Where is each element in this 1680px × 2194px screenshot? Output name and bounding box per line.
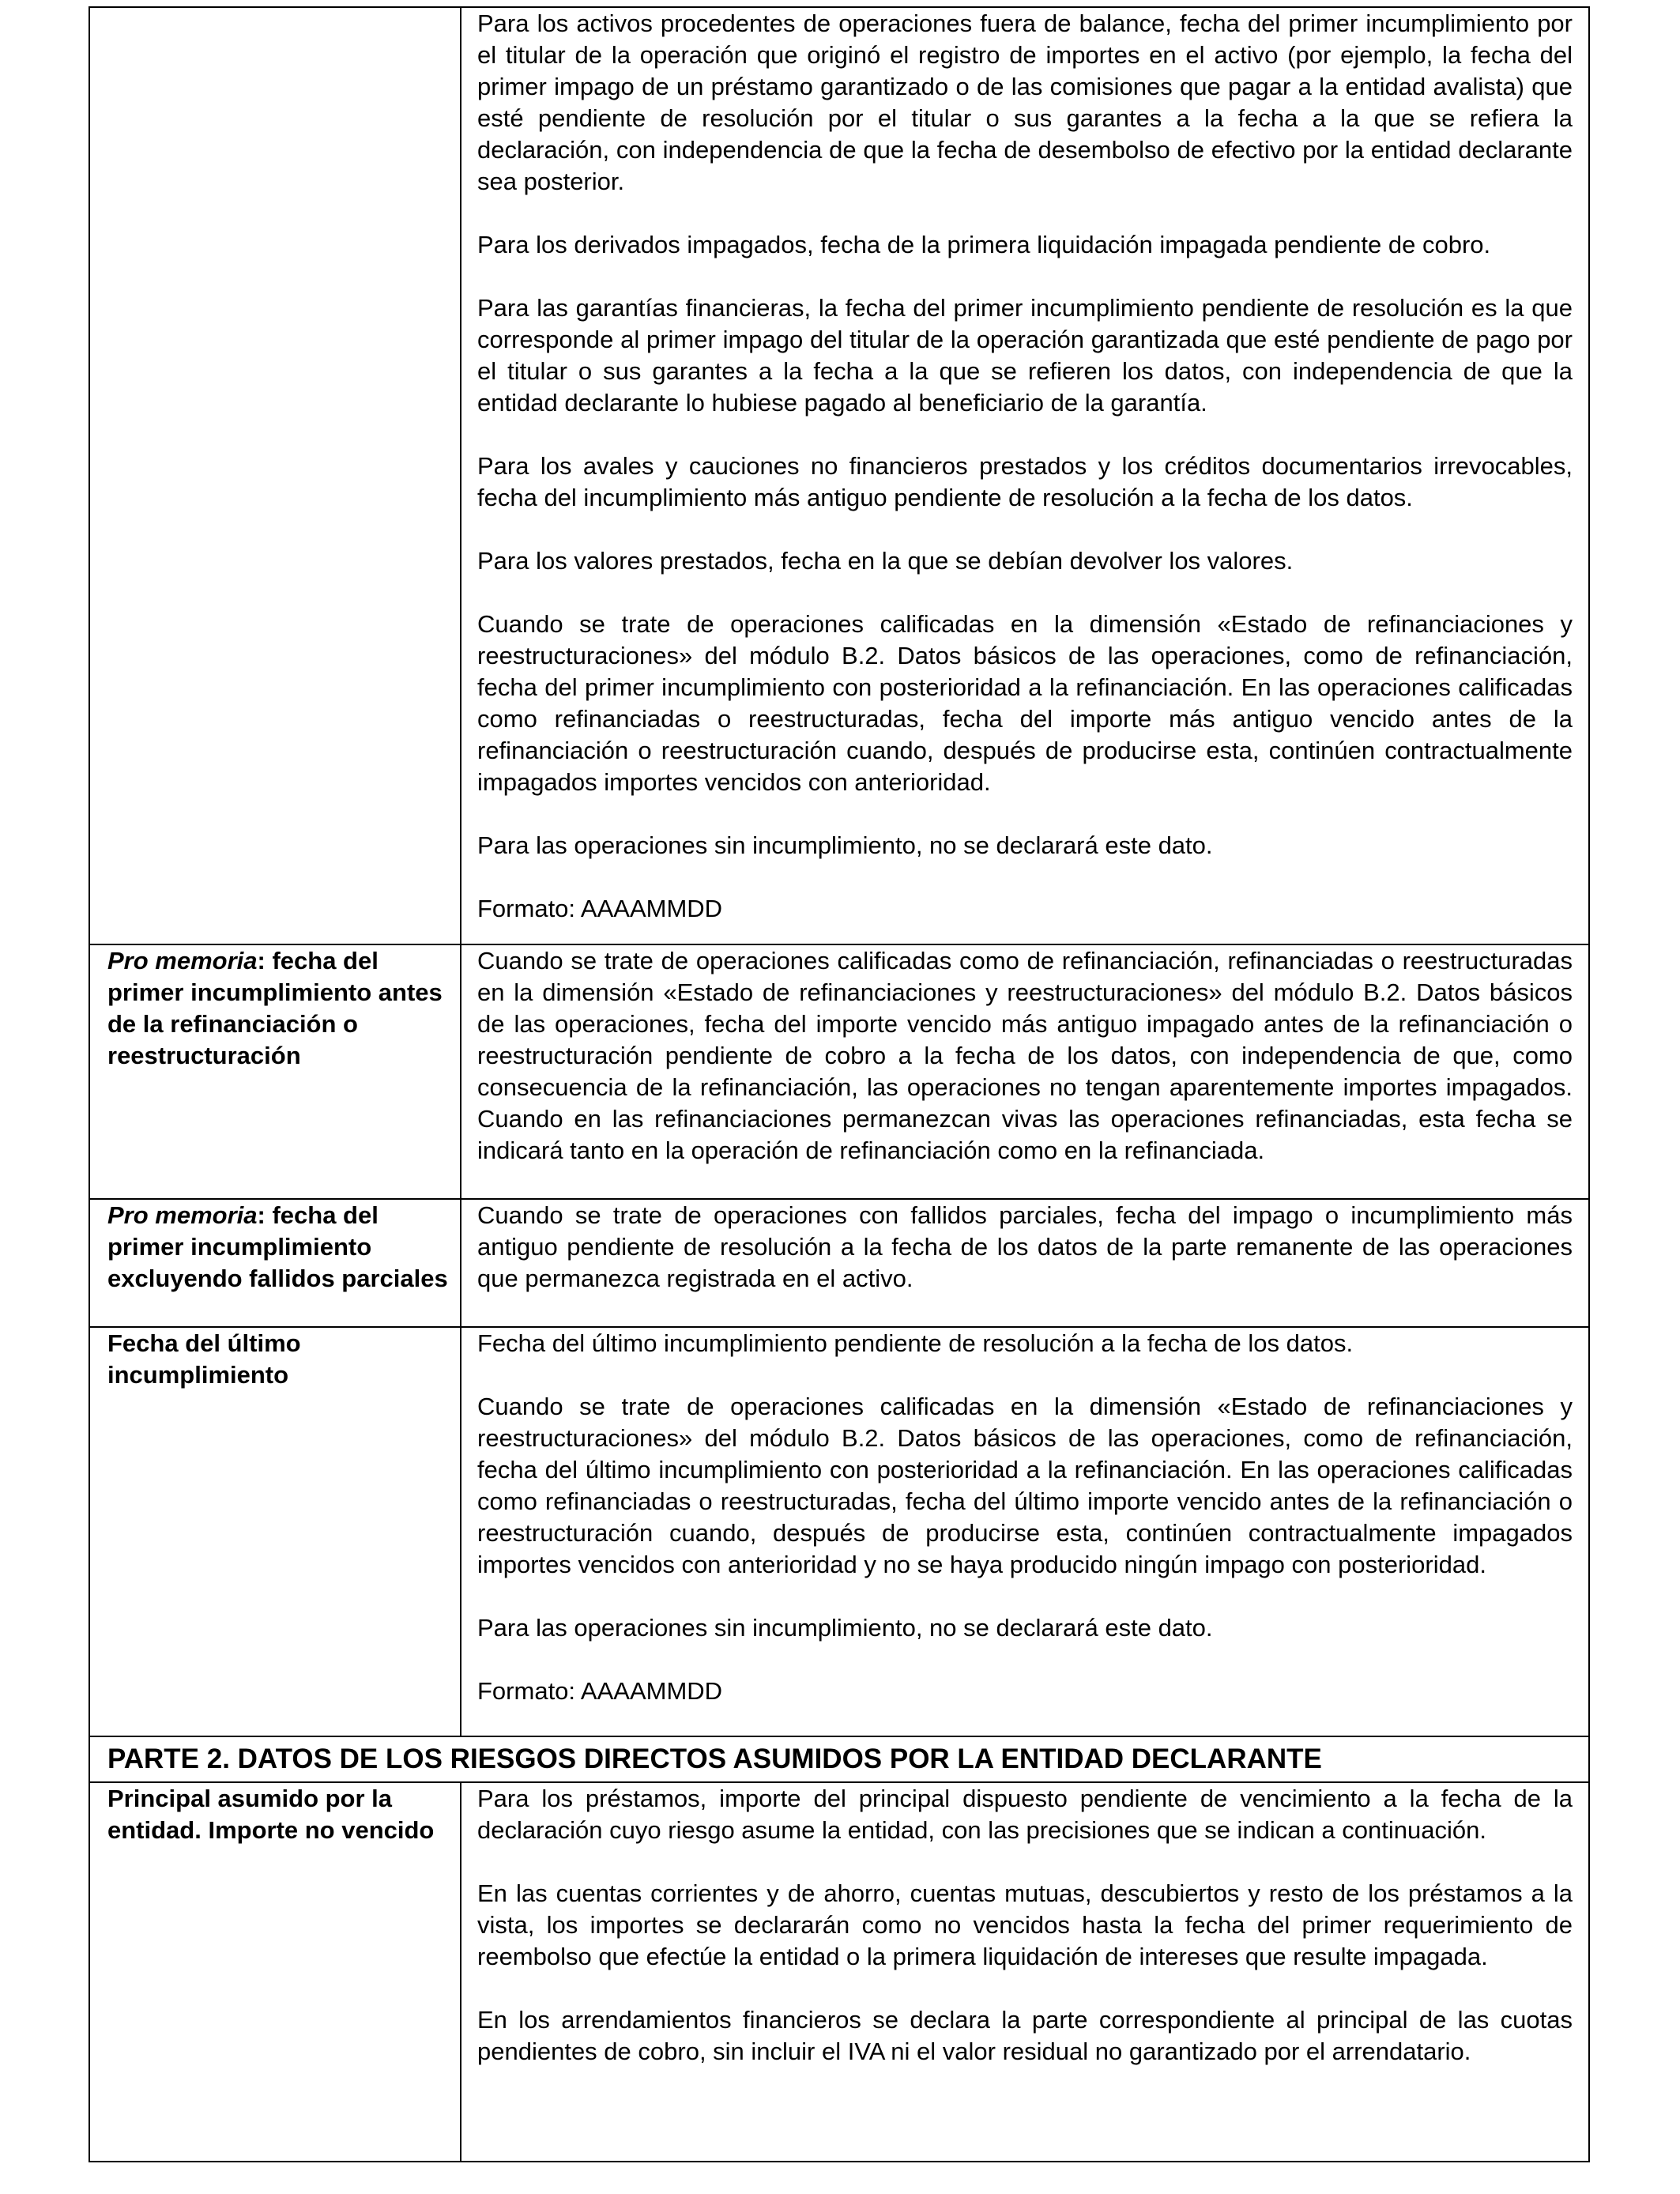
row-description [461,944,1589,1199]
paragraph: Para los préstamos, importe del principal dispuesto pendiente de vencimiento a la fecha de la declaración cuyo riesgo asume la entidad, con las precisiones que se indican a continuación. [477,1785,1573,1844]
paragraph: En las cuentas corrientes y de ahorro, cuentas mutuas, descubiertos y resto de los préstamos a la vista, los importes se declararán como no vencidos hasta la fecha del primer requerimiento de reembolso que efectúe la entidad o la primera liquidación de intereses que resulte impagada. [477,1879,1573,1970]
paragraph: Para los derivados impagados, fecha de la primera liquidación impagada pendiente de cobro. [477,231,1491,258]
row-description [461,1199,1589,1327]
table-row [89,1736,1589,1782]
table-row [89,1199,1589,1327]
row-label [89,7,461,944]
label-text: : fecha del primer incumplimiento antes de la refinanciación o reestructuración [107,947,443,1069]
paragraph: Para los activos procedentes de operaciones fuera de balance, fecha del primer incumplimiento por el titular de la operación que originó el registro de importes en el activo (por ejemplo, la fecha del primer impago de un préstamo garantizado o de las comisiones que pagar a la entidad avalista) que esté pendiente de resolución por el titular o sus garantes a la fecha a la que se refiera la declaración, con independencia de que la fecha de desembolso de efectivo por la entidad declarante sea posterior. [477,9,1573,195]
paragraph: Para las garantías financieras, la fecha del primer incumplimiento pendiente de resolución es la que corresponde al primer impago del titular de la operación garantizada que esté pendiente de pago por el titular o sus garantes a la fecha a la que se refieren los datos, con independencia de que la entidad declarante lo hubiese pagado al beneficiario de la garantía. [477,294,1573,417]
definitions-table [89,6,1590,2162]
label-text: Fecha del último incumplimiento [107,1329,301,1389]
table-row [89,7,1589,944]
row-description [461,1782,1589,2162]
label-text: Principal asumido por la entidad. Importe no vencido [107,1785,435,1844]
row-label [89,1327,461,1736]
paragraph: Formato: AAAAMMDD [477,1677,723,1705]
table-row [89,1327,1589,1736]
row-label [89,944,461,1199]
paragraph: Cuando se trate de operaciones con fallidos parciales, fecha del impago o incumplimiento más antiguo pendiente de resolución a la fecha de los datos de la parte remanente de las operaciones que permanezca registrada en el activo. [477,1201,1573,1292]
paragraph: Para las operaciones sin incumplimiento, no se declarará este dato. [477,831,1213,859]
table-row [89,1782,1589,2162]
table-row [89,944,1589,1199]
paragraph: Fecha del último incumplimiento pendiente de resolución a la fecha de los datos. [477,1329,1354,1357]
paragraph: Para los valores prestados, fecha en la que se debían devolver los valores. [477,547,1294,575]
row-label [89,1199,461,1327]
row-description [461,7,1589,944]
paragraph: Cuando se trate de operaciones calificadas en la dimensión «Estado de refinanciaciones y reestructuraciones» del módulo B.2. Datos básicos de las operaciones, como de refinanciación, fecha del último incumplimiento con posterioridad a la refinanciación. En las operaciones calificadas como refinanciadas o reestructuradas, fecha del último importe vencido antes de la refinanciación o reestructuración cuando, después de producirse esta, continúen contractualmente impagados importes vencidos con anterioridad y no se haya producido ningún impago con posterioridad. [477,1393,1573,1578]
paragraph: Para los avales y cauciones no financieros prestados y los créditos documentarios irrevocables, fecha del incumplimiento más antiguo pendiente de resolución a la fecha de los datos. [477,452,1573,511]
paragraph: Cuando se trate de operaciones calificadas en la dimensión «Estado de refinanciaciones y reestructuraciones» del módulo B.2. Datos básicos de las operaciones, como de refinanciación, fecha del primer incumplimiento con posterioridad a la refinanciación. En las operaciones calificadas como refinanciadas o reestructuradas, fecha del importe más antiguo vencido antes de la refinanciación o reestructuración cuando, después de producirse esta, continúen contractualmente impagados importes vencidos con anterioridad. [477,610,1573,796]
part-heading: PARTE 2. DATOS DE LOS RIESGOS DIRECTOS ASUMIDOS POR LA ENTIDAD DECLARANTE [89,1736,1589,1782]
row-label [89,1782,461,2162]
label-text: : fecha del primer incumplimiento excluyendo fallidos parciales [107,1201,448,1292]
label-italic: Pro memoria [107,1201,258,1229]
row-description [461,1327,1589,1736]
paragraph: Cuando se trate de operaciones calificadas como de refinanciación, refinanciadas o reestructuradas en la dimensión «Estado de refinanciaciones y reestructuraciones» del módulo B.2. Datos básicos de las operaciones, fecha del importe vencido más antiguo impagado antes de la refinanciación o reestructuración pendiente de cobro a la fecha de los datos, con independencia de que, como consecuencia de la refinanciación, las operaciones no tengan aparentemente importes impagados. Cuando en las refinanciaciones permanezcan vivas las operaciones refinanciadas, esta fecha se indicará tanto en la operación de refinanciación como en la refinanciada. [477,947,1573,1164]
paragraph: En los arrendamientos financieros se declara la parte correspondiente al principal de las cuotas pendientes de cobro, sin incluir el IVA ni el valor residual no garantizado por el arrendatario. [477,2006,1573,2065]
paragraph: Para las operaciones sin incumplimiento, no se declarará este dato. [477,1614,1213,1642]
paragraph: Formato: AAAAMMDD [477,895,723,922]
label-italic: Pro memoria [107,947,258,974]
